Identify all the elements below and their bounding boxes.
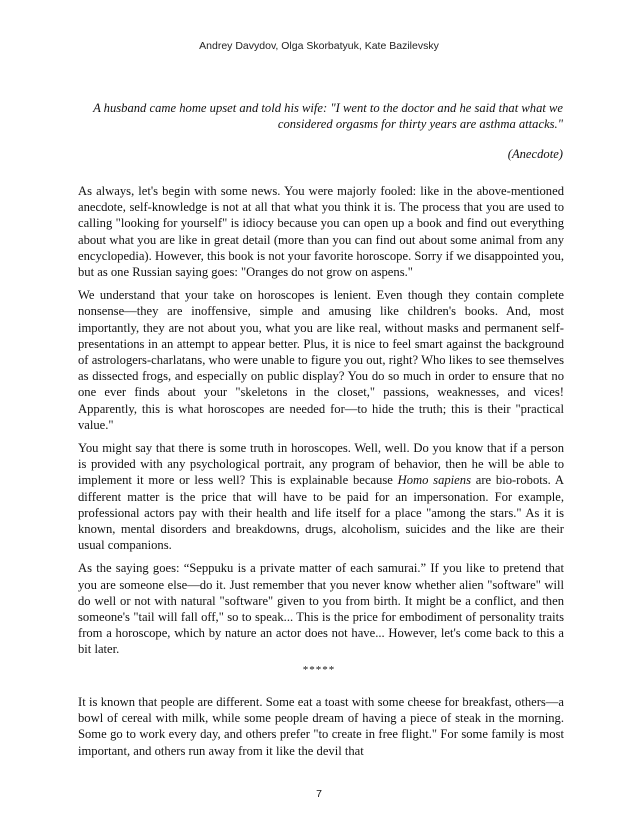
- epigraph-source: (Anecdote): [507, 147, 563, 161]
- epigraph-text: A husband came home upset and told his wife: "I went to the doctor and he said that what we considered orgasms for thirty years are asthma attacks.": [93, 101, 563, 131]
- main-text: [78, 183, 564, 665]
- paragraph-1: As always, let's begin with some news. You were majorly fooled: like in the above-mentioned anecdote, self-knowledge is not at all that what you think it is. The process that you are used to calling "looking for yourself" is idiocy because you can open up a book and find out everything about what you are like in great detail (more than you can find out about some animal from any encyclopedia). However, this book is not your favorite horoscope. Sorry if we disappointed you, but as one Russian saying goes: "Oranges do not grow on aspens.": [78, 184, 564, 280]
- continuation-text: [78, 694, 564, 759]
- epigraph: [78, 100, 563, 162]
- running-header: Andrey Davydov, Olga Skorbatyuk, Kate Bazilevsky: [199, 40, 439, 52]
- paragraph-3-part-1: You might say that there is some truth in horoscopes. Well, well. Do you know that if a person is provided with any psychological portrait, any program of behavior, then he will be able to implement it more or less well? This is explainable because: [78, 441, 564, 488]
- paragraph-3: [78, 440, 564, 553]
- homo-sapiens-italic: Homo sapiens: [397, 473, 471, 488]
- section-separator: *****: [302, 664, 336, 676]
- page-number: 7: [316, 788, 322, 800]
- paragraph-2: We understand that your take on horoscopes is lenient. Even though they contain complete nonsense—they are inoffensive, simple and amusing like children's books. And, most importantly, they are not about you, what you are like real, without masks and permanent self-presentations in an attempt to appear better. Plus, it is nice to feel smart against the background of astrologers-charlatans, who were unable to figure you out, right? Who likes to see themselves as dissected frogs, and especially on public display? You do so much in order to ensure that no one ever finds about your "skeletons in the closet," passions, weaknesses, and vices! Apparently, this is what horoscopes are needed for—to hide the truth; this is their "practical value.": [78, 288, 564, 432]
- paragraph-4: As the saying goes: “Seppuku is a private matter of each samurai.” If you like to pretend that you are someone else—do it. Just remember that you never know whether alien "software" will do well or not with natural "software" given to you from birth. It might be a conflict, and then someone's "tail will fall off," so to speak... This is the price for embodiment of personality traits from a horoscope, which by nature an actor does not have... However, let's come back to this a bit later.: [78, 561, 564, 657]
- paragraph-5: It is known that people are different. Some eat a toast with some cheese for breakfast, others—a bowl of cereal with milk, while some people dream of having a piece of steak in the morning. Some go to work every day, and others prefer "to create in free flight." For some family is most important, and others run away from it like the devil that: [78, 695, 564, 758]
- paragraph-3-part-2: are bio-robots. A different matter is the price that will have to be paid for an impersonation. For example, professional actors pay with their health and life itself for a place "among the stars." As it is known, mental disorders and breakdowns, drugs, alcoholism, suicides and the like are their usual companions.: [78, 473, 564, 553]
